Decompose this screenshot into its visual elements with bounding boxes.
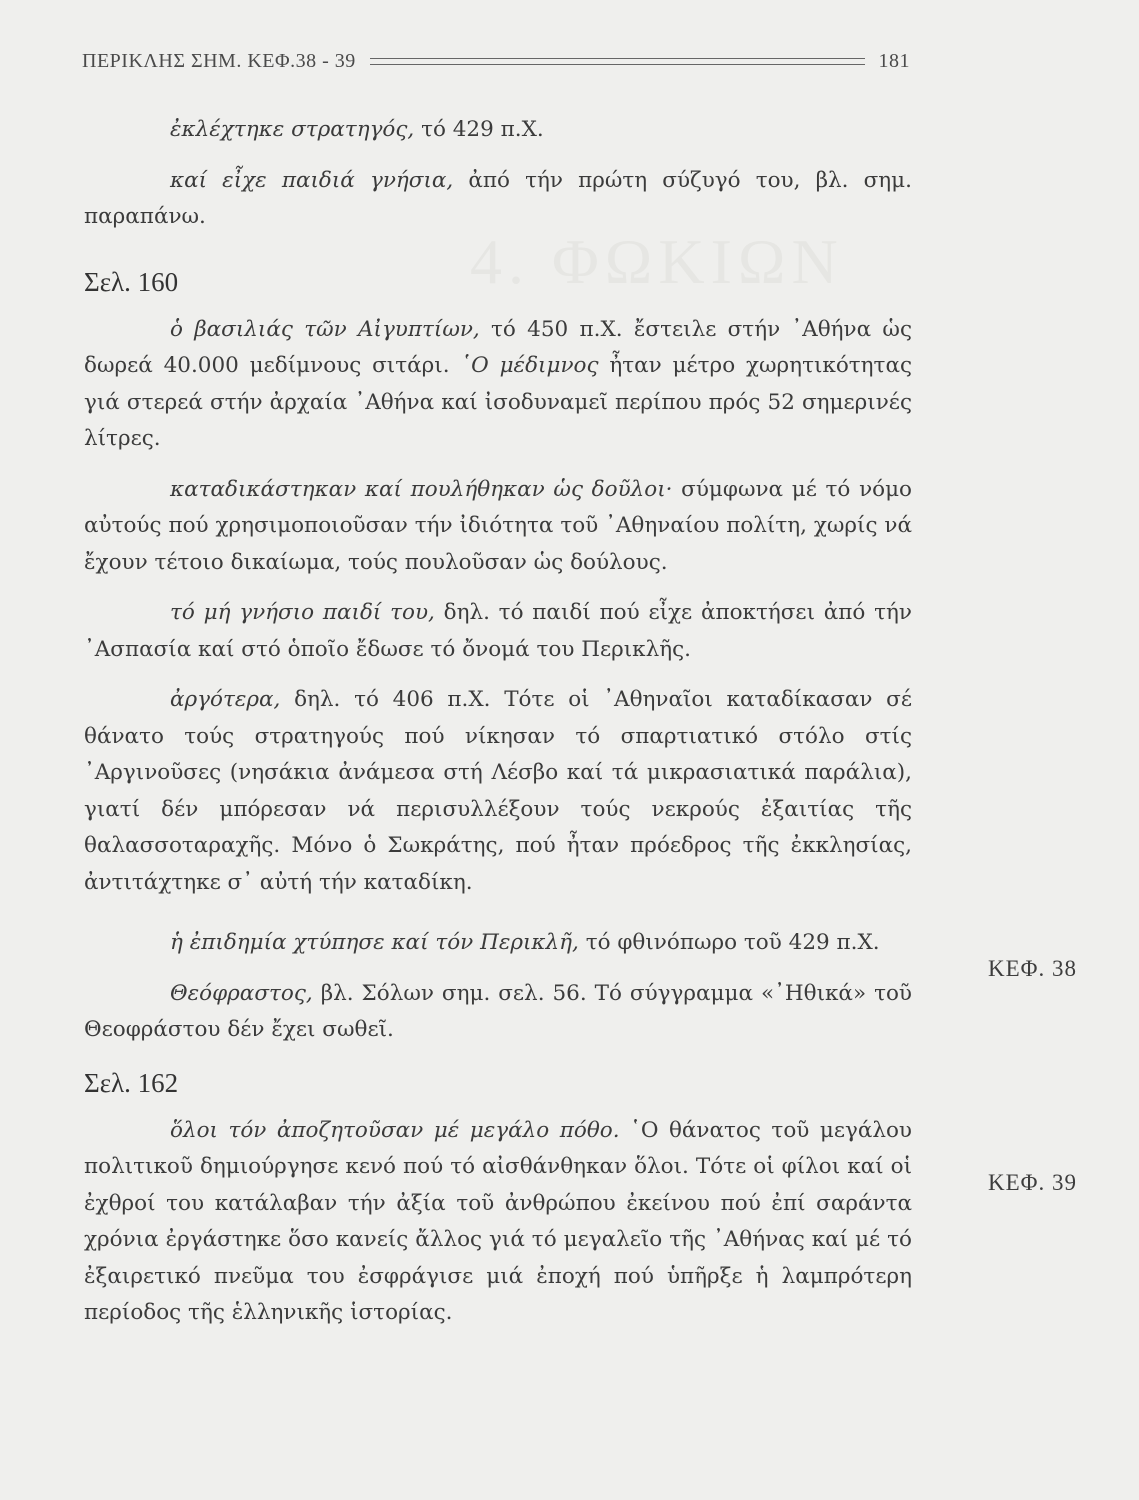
note-paragraph-ch38: ἡ ἐπιδημία χτύπησε καί τόν Περικλῆ, τό φθινόπωρο τοῦ 429 π.Χ. [170,930,880,955]
note-paragraph: καταδικάστηκαν καί πουλήθηκαν ὡς δοῦλοι· σύμφωνα μέ τό νόμο αὐτούς πού χρησιμοποιοῦσαν τήν ἰδιότητα τοῦ ᾿Αθηναίου πολίτη, χωρίς νά ἔχουν τέτοιο δικαίωμα, τούς πουλοῦσαν ὡς δούλους. [84,476,912,575]
section-heading-162: Σελ. 162 [84,1067,179,1098]
note-paragraph: ὁ βασιλιάς τῶν Αἰγυπτίων, τό 450 π.Χ. ἔστειλε στήν ᾿Αθήνα ὡς δωρεά 40.000 μεδίμνους σιτάρι. ῾Ο μέδιμνος ἦταν μέτρο χωρητικότητας γιά στερεά στήν ἀρχαία ᾿Αθήνα καί ἰσοδυναμεῖ περίπου πρός 52 σημερινές λίτρες. [84,316,912,451]
bleed-through-title: 4. ΦΩΚΙΩΝ [470,226,844,297]
note-paragraph-ch39: ὅλοι τόν ἀποζητοῦσαν μέ μεγάλο πόθο. ῾Ο θάνατος τοῦ μεγάλου πολιτικοῦ δημιούργησε κενό πού τό αἰσθάνθηκαν ὅλοι. Τότε οἱ φίλοι καί οἱ ἐχθροί του κατάλαβαν τήν ἀξία τοῦ ἀνθρώπου ἐκείνου πού ἐπί σαράντα χρόνια ἐργάστηκε ὅσο κανείς ἄλλος γιά τό μεγαλεῖο τῆς ᾿Αθήνας καί μέ τό ἐξαιρετικό πνεῦμα του ἐσφράγισε μιά ἐποχή πού ὑπῆρξε ἡ λαμπρότερη περίοδος τῆς ἑλληνικῆς ἱστορίας. [84,1117,912,1325]
note-paragraph: ἐκλέχτηκε στρατηγός, τό 429 π.Χ. [170,117,544,142]
note-paragraph: ἀργότερα, δηλ. τό 406 π.Χ. Τότε οἱ ᾿Αθηναῖοι καταδίκασαν σέ θάνατο τούς στρατηγούς πού νίκησαν τό σπαρτιατικό στόλο στίς ᾿Αργινοῦσες (νησάκια ἀνάμεσα στή Λέσβο καί τά μικρασιατικά παράλια), γιατί δέν μπόρεσαν νά περισυλλέξουν τούς νεκρούς ἐξαιτίας τῆς θαλασσοταραχῆς. Μόνο ὁ Σωκράτης, πού ἦταν πρόεδρος τῆς ἐκκλησίας, ἀντιτάχτηκε σ᾿ αὐτή τήν καταδίκη. [84,687,912,895]
section-heading-160: Σελ. 160 [84,266,179,297]
page-body [84,112,912,1332]
margin-chapter-38: ΚΕΦ. 38 [988,956,1077,981]
note-paragraph: τό μή γνήσιο παιδί του, δηλ. τό παιδί πού εἶχε ἀποκτήσει ἀπό τήν ᾿Ασπασία καί στό ὁποῖο ἔδωσε τό ὄνομά του Περικλῆς. [84,600,912,662]
header-double-rule [370,58,865,65]
note-paragraph: καί εἶχε παιδιά γνήσια, ἀπό τήν πρώτη σύζυγό του, βλ. σημ. παραπάνω. [84,167,912,229]
note-paragraph: Θεόφραστος, βλ. Σόλων σημ. σελ. 56. Τό σύγγραμμα «᾿Ηθικά» τοῦ Θεοφράστου δέν ἔχει σωθεῖ. [84,980,912,1042]
running-header [82,46,910,76]
running-title: ΠΕΡΙΚΛΗΣ ΣΗΜ. ΚΕΦ.38 - 39 [82,49,356,72]
page-number: 181 [878,49,910,72]
margin-chapter-39: ΚΕΦ. 39 [988,1170,1077,1195]
